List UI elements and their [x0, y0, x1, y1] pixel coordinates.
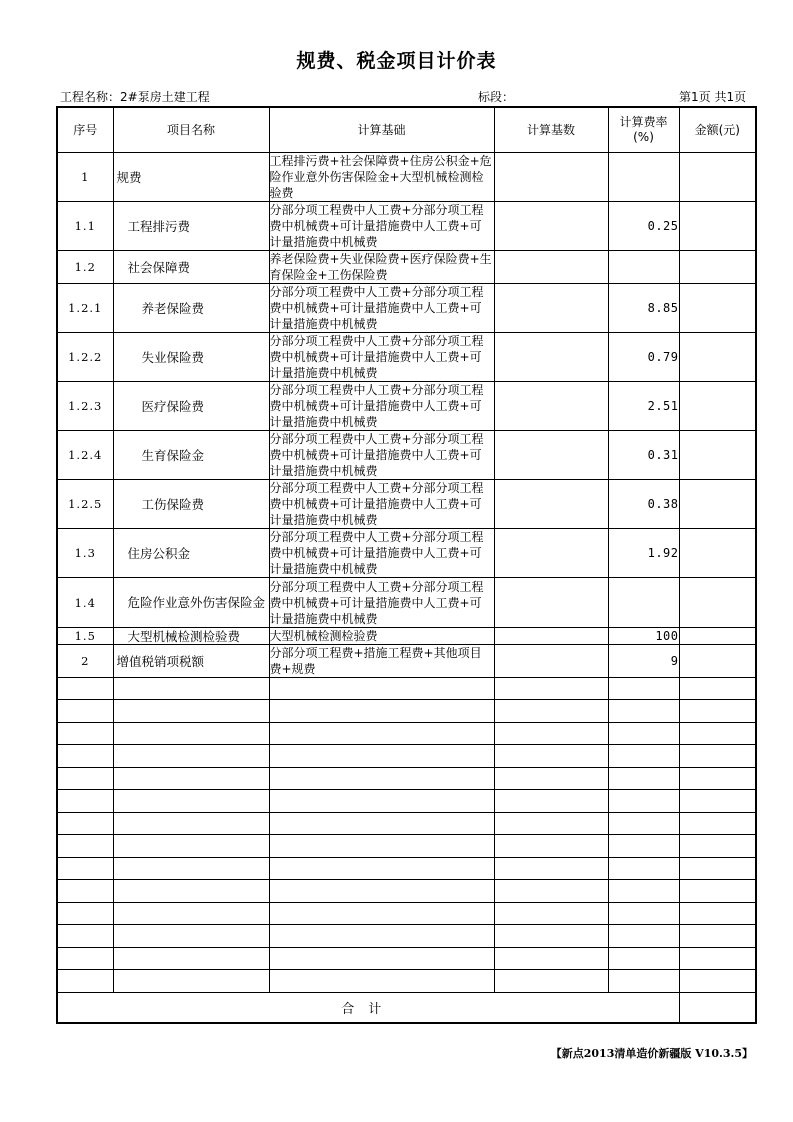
empty-cell — [113, 723, 269, 745]
empty-cell — [57, 948, 113, 970]
empty-cell — [113, 903, 269, 925]
empty-cell — [57, 903, 113, 925]
row-calc-basis: 分部分项工程费+措施工程费+其他项目费+规费 — [269, 645, 494, 678]
row-item-name: 社会保障费 — [113, 251, 269, 284]
empty-row — [57, 835, 756, 858]
empty-row — [57, 813, 756, 835]
row-amount — [679, 284, 756, 333]
row-calc-base — [494, 529, 608, 578]
empty-cell — [494, 903, 608, 925]
empty-cell — [679, 813, 756, 835]
row-item-name: 规费 — [113, 153, 269, 202]
empty-cell — [608, 678, 679, 700]
table-row — [57, 153, 756, 202]
empty-cell — [269, 678, 494, 700]
row-rate: 9 — [608, 645, 679, 678]
row-calc-base — [494, 333, 608, 382]
row-rate: 0.31 — [608, 431, 679, 480]
empty-cell — [608, 835, 679, 858]
empty-cell — [269, 790, 494, 813]
empty-cell — [113, 678, 269, 700]
row-calc-basis: 分部分项工程费中人工费+分部分项工程费中机械费+可计量措施费中人工费+可计量措施费中机械费 — [269, 382, 494, 431]
empty-cell — [57, 768, 113, 790]
empty-cell — [113, 858, 269, 880]
empty-cell — [269, 813, 494, 835]
empty-cell — [269, 880, 494, 903]
empty-cell — [494, 745, 608, 768]
row-rate: 2.51 — [608, 382, 679, 431]
empty-row — [57, 858, 756, 880]
empty-cell — [269, 745, 494, 768]
empty-cell — [679, 880, 756, 903]
empty-cell — [494, 970, 608, 993]
total-amount — [679, 993, 756, 1023]
empty-cell — [679, 745, 756, 768]
empty-cell — [679, 790, 756, 813]
table-header-row — [57, 107, 756, 153]
empty-cell — [113, 745, 269, 768]
empty-cell — [113, 790, 269, 813]
empty-cell — [57, 880, 113, 903]
row-rate: 0.38 — [608, 480, 679, 529]
empty-cell — [113, 813, 269, 835]
row-calc-base — [494, 382, 608, 431]
row-amount — [679, 480, 756, 529]
empty-cell — [608, 903, 679, 925]
row-seq: 1.2.5 — [57, 480, 113, 529]
row-item-name: 住房公积金 — [113, 529, 269, 578]
section-label: 标段： — [478, 90, 515, 104]
col-header-basis: 计算基础 — [269, 107, 494, 153]
table-row — [57, 251, 756, 284]
empty-cell — [269, 723, 494, 745]
row-calc-basis: 分部分项工程费中人工费+分部分项工程费中机械费+可计量措施费中人工费+可计量措施费中机械费 — [269, 431, 494, 480]
empty-row — [57, 723, 756, 745]
row-rate: 0.25 — [608, 202, 679, 251]
empty-cell — [57, 745, 113, 768]
empty-cell — [679, 858, 756, 880]
row-calc-basis: 工程排污费+社会保障费+住房公积金+危险作业意外伤害保险金+大型机械检测检验费 — [269, 153, 494, 202]
empty-cell — [494, 858, 608, 880]
empty-cell — [679, 948, 756, 970]
row-amount — [679, 529, 756, 578]
empty-cell — [608, 790, 679, 813]
empty-row — [57, 678, 756, 700]
col-header-seq: 序号 — [57, 107, 113, 153]
row-amount — [679, 333, 756, 382]
empty-cell — [57, 723, 113, 745]
row-amount — [679, 202, 756, 251]
empty-cell — [608, 948, 679, 970]
empty-cell — [494, 700, 608, 723]
empty-row — [57, 768, 756, 790]
empty-cell — [494, 925, 608, 948]
row-seq: 1.3 — [57, 529, 113, 578]
row-amount — [679, 628, 756, 645]
empty-cell — [608, 768, 679, 790]
row-amount — [679, 251, 756, 284]
empty-cell — [494, 678, 608, 700]
row-calc-basis: 分部分项工程费中人工费+分部分项工程费中机械费+可计量措施费中人工费+可计量措施费中机械费 — [269, 529, 494, 578]
row-seq: 1.4 — [57, 578, 113, 628]
empty-cell — [113, 970, 269, 993]
empty-cell — [113, 880, 269, 903]
row-amount — [679, 382, 756, 431]
row-rate — [608, 251, 679, 284]
row-amount — [679, 578, 756, 628]
empty-cell — [113, 835, 269, 858]
project-name: 工程名称：2#泵房土建工程 — [60, 90, 210, 104]
row-calc-basis: 分部分项工程费中人工费+分部分项工程费中机械费+可计量措施费中人工费+可计量措施费中机械费 — [269, 284, 494, 333]
row-rate — [608, 578, 679, 628]
row-rate: 0.79 — [608, 333, 679, 382]
empty-cell — [608, 858, 679, 880]
empty-cell — [57, 700, 113, 723]
empty-cell — [57, 835, 113, 858]
empty-cell — [113, 768, 269, 790]
empty-cell — [608, 745, 679, 768]
empty-cell — [608, 880, 679, 903]
empty-cell — [679, 723, 756, 745]
row-rate: 8.85 — [608, 284, 679, 333]
row-item-name: 医疗保险费 — [113, 382, 269, 431]
empty-cell — [113, 948, 269, 970]
empty-cell — [269, 970, 494, 993]
empty-cell — [679, 903, 756, 925]
row-calc-base — [494, 202, 608, 251]
empty-cell — [269, 903, 494, 925]
empty-cell — [608, 813, 679, 835]
total-label: 合计 — [57, 993, 679, 1023]
row-calc-basis: 分部分项工程费中人工费+分部分项工程费中机械费+可计量措施费中人工费+可计量措施费中机械费 — [269, 202, 494, 251]
empty-row — [57, 948, 756, 970]
empty-cell — [679, 700, 756, 723]
table-row — [57, 382, 756, 431]
row-seq: 1.5 — [57, 628, 113, 645]
empty-cell — [57, 678, 113, 700]
table-body — [57, 153, 756, 1023]
row-calc-base — [494, 284, 608, 333]
row-calc-base — [494, 251, 608, 284]
row-rate: 100 — [608, 628, 679, 645]
row-seq: 1 — [57, 153, 113, 202]
fee-table — [56, 106, 757, 1024]
empty-row — [57, 700, 756, 723]
empty-cell — [679, 678, 756, 700]
empty-cell — [679, 970, 756, 993]
empty-cell — [57, 925, 113, 948]
empty-cell — [57, 970, 113, 993]
empty-cell — [494, 813, 608, 835]
table-row — [57, 645, 756, 678]
row-item-name: 大型机械检测检验费 — [113, 628, 269, 645]
row-seq: 1.2.4 — [57, 431, 113, 480]
empty-row — [57, 880, 756, 903]
row-calc-base — [494, 480, 608, 529]
row-item-name: 增值税销项税额 — [113, 645, 269, 678]
row-calc-basis: 分部分项工程费中人工费+分部分项工程费中机械费+可计量措施费中人工费+可计量措施费中机械费 — [269, 480, 494, 529]
empty-cell — [113, 925, 269, 948]
empty-row — [57, 903, 756, 925]
page-info: 第1页 共1页 — [679, 90, 747, 104]
empty-cell — [494, 790, 608, 813]
table-row — [57, 480, 756, 529]
col-header-rate: 计算费率 (%) — [608, 107, 679, 153]
empty-cell — [608, 723, 679, 745]
empty-cell — [269, 858, 494, 880]
row-calc-base — [494, 431, 608, 480]
row-calc-base — [494, 153, 608, 202]
row-item-name: 失业保险费 — [113, 333, 269, 382]
empty-cell — [608, 700, 679, 723]
row-rate: 1.92 — [608, 529, 679, 578]
empty-cell — [494, 723, 608, 745]
table-row — [57, 529, 756, 578]
empty-cell — [57, 813, 113, 835]
row-item-name: 养老保险费 — [113, 284, 269, 333]
empty-cell — [57, 790, 113, 813]
empty-cell — [269, 948, 494, 970]
empty-row — [57, 970, 756, 993]
row-calc-basis: 分部分项工程费中人工费+分部分项工程费中机械费+可计量措施费中人工费+可计量措施费中机械费 — [269, 578, 494, 628]
empty-row — [57, 790, 756, 813]
empty-cell — [113, 700, 269, 723]
row-item-name: 生育保险金 — [113, 431, 269, 480]
empty-cell — [269, 700, 494, 723]
software-footer: 【新点2013清单造价新疆版 V10.3.5】 — [550, 1047, 753, 1060]
table-row — [57, 431, 756, 480]
row-seq: 1.2 — [57, 251, 113, 284]
row-rate — [608, 153, 679, 202]
empty-cell — [679, 768, 756, 790]
col-header-name: 项目名称 — [113, 107, 269, 153]
row-item-name: 工程排污费 — [113, 202, 269, 251]
empty-cell — [269, 925, 494, 948]
row-seq: 1.1 — [57, 202, 113, 251]
row-seq: 1.2.1 — [57, 284, 113, 333]
empty-row — [57, 745, 756, 768]
table-row — [57, 628, 756, 645]
empty-cell — [608, 925, 679, 948]
row-seq: 1.2.3 — [57, 382, 113, 431]
table-row — [57, 333, 756, 382]
total-row — [57, 993, 756, 1023]
row-seq: 1.2.2 — [57, 333, 113, 382]
empty-cell — [269, 768, 494, 790]
row-calc-base — [494, 645, 608, 678]
row-calc-basis: 大型机械检测检验费 — [269, 628, 494, 645]
row-item-name: 工伤保险费 — [113, 480, 269, 529]
empty-cell — [494, 880, 608, 903]
row-amount — [679, 431, 756, 480]
empty-cell — [269, 835, 494, 858]
row-amount — [679, 645, 756, 678]
empty-row — [57, 925, 756, 948]
row-calc-basis: 养老保险费+失业保险费+医疗保险费+生育保险金+工伤保险费 — [269, 251, 494, 284]
empty-cell — [679, 925, 756, 948]
table-row — [57, 284, 756, 333]
row-seq: 2 — [57, 645, 113, 678]
row-calc-base — [494, 628, 608, 645]
page-title: 规费、税金项目计价表 — [296, 50, 497, 72]
row-item-name: 危险作业意外伤害保险金 — [113, 578, 269, 628]
empty-cell — [679, 835, 756, 858]
table-row — [57, 202, 756, 251]
empty-cell — [494, 948, 608, 970]
row-calc-basis: 分部分项工程费中人工费+分部分项工程费中机械费+可计量措施费中人工费+可计量措施费中机械费 — [269, 333, 494, 382]
col-header-base: 计算基数 — [494, 107, 608, 153]
row-amount — [679, 153, 756, 202]
empty-cell — [57, 858, 113, 880]
col-header-amount: 金额(元) — [679, 107, 756, 153]
empty-cell — [608, 970, 679, 993]
empty-cell — [494, 768, 608, 790]
table-row — [57, 578, 756, 628]
empty-cell — [494, 835, 608, 858]
row-calc-base — [494, 578, 608, 628]
